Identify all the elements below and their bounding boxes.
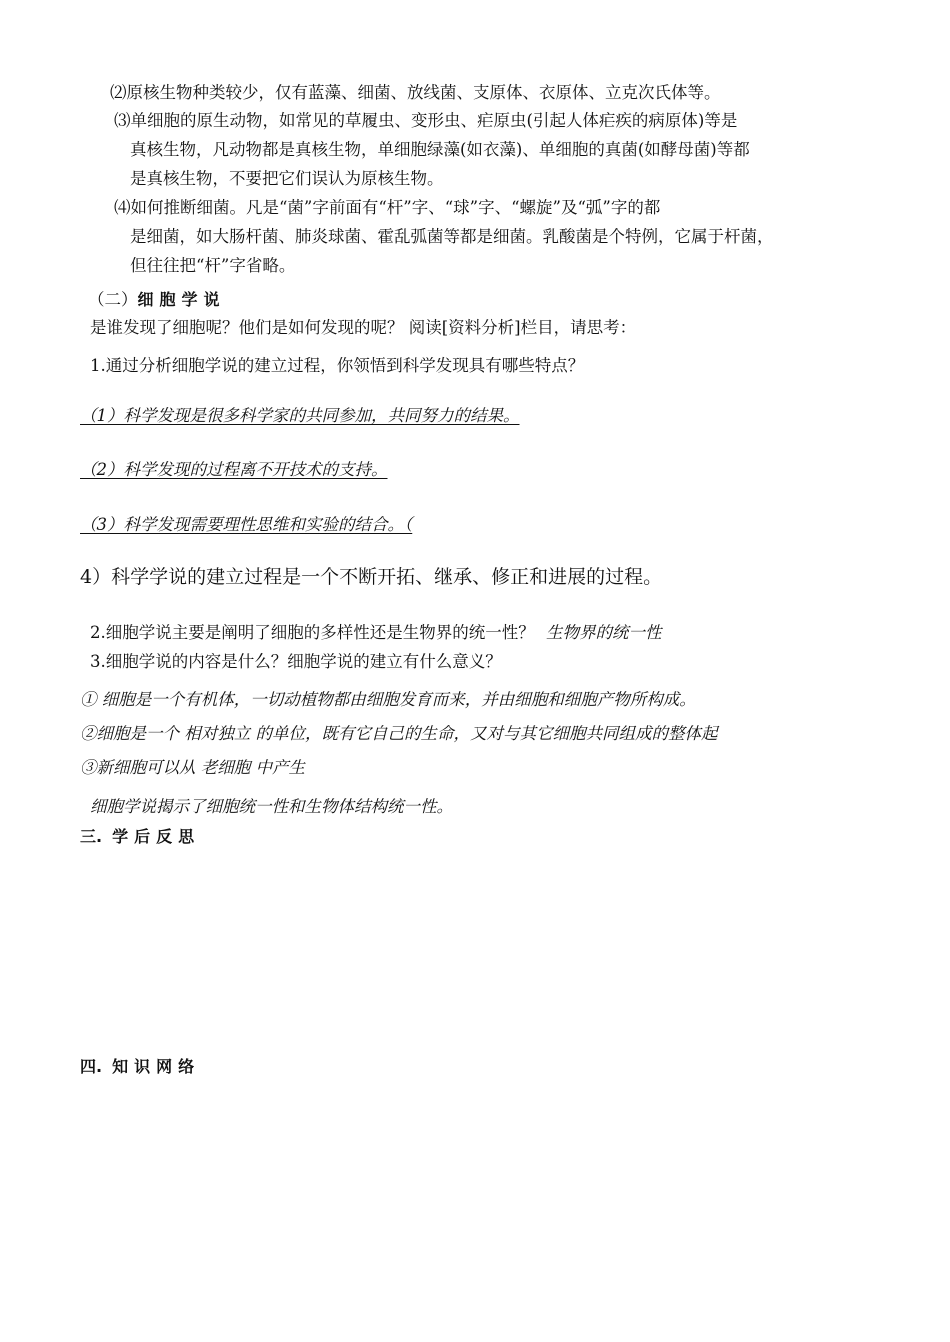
answer-1-item-4: 4）科学学说的建立过程是一个不断开拓、继承、修正和进展的过程。 bbox=[80, 566, 663, 588]
section-2-number: （二） bbox=[88, 290, 138, 309]
section-3-title: 学后反思 bbox=[112, 827, 201, 846]
answer-3-item-1: ① 细胞是一个有机体，一切动植物都由细胞发育而来，并由细胞和细胞产物所构成。 bbox=[80, 690, 696, 709]
section-3-number: 三. bbox=[80, 827, 103, 846]
section-2-heading bbox=[88, 289, 226, 311]
answer-3-item-3: ③新细胞可以从 老细胞 中产生 bbox=[80, 758, 305, 777]
question-1: 1.通过分析细胞学说的建立过程，你领悟到科学发现具有哪些特点？ bbox=[90, 356, 585, 375]
question-2 bbox=[90, 622, 662, 644]
answer-3-conclusion: 细胞学说揭示了细胞统一性和生物体结构统一性。 bbox=[90, 797, 453, 816]
note-3-line-1: ⑶单细胞的原生动物，如常见的草履虫、变形虫、疟原虫(引起人体疟疾的病原体)等是 bbox=[114, 111, 738, 130]
answer-1-item-1: （1）科学发现是很多科学家的共同参加，共同努力的结果。 bbox=[80, 406, 520, 425]
note-4-line-2: 是细菌，如大肠杆菌、肺炎球菌、霍乱弧菌等都是细菌。乳酸菌是个特例，它属于杆菌， bbox=[130, 227, 774, 246]
note-3-line-2: 真核生物，凡动物都是真核生物，单细胞绿藻(如衣藻)、单细胞的真菌(如酵母菌)等都 bbox=[130, 140, 750, 159]
answer-1-item-3: （3）科学发现需要理性思维和实验的结合。（ bbox=[80, 515, 413, 534]
question-3: 3.细胞学说的内容是什么？细胞学说的建立有什么意义？ bbox=[90, 652, 502, 671]
note-3-line-3: 是真核生物，不要把它们误认为原核生物。 bbox=[130, 169, 444, 188]
section-4-number: 四. bbox=[80, 1057, 103, 1076]
answer-2: 生物界的统一性 bbox=[546, 623, 662, 642]
note-4-line-3: 但往往把“杆”字省略。 bbox=[130, 256, 296, 275]
note-2: ⑵原核生物种类较少，仅有蓝藻、细菌、放线菌、支原体、衣原体、立克次氏体等。 bbox=[110, 83, 721, 102]
answer-3-item-2: ②细胞是一个 相对独立 的单位，既有它自己的生命，又对与其它细胞共同组成的整体起 bbox=[80, 724, 718, 743]
section-2-intro: 是谁发现了细胞呢？他们是如何发现的呢？ 阅读[资料分析]栏目，请思考： bbox=[90, 318, 637, 337]
answer-1-item-2: （2）科学发现的过程离不开技术的支持。 bbox=[80, 460, 388, 479]
section-4-heading bbox=[80, 1056, 200, 1078]
section-4-title: 知识网络 bbox=[112, 1057, 201, 1076]
section-2-title: 细胞学说 bbox=[137, 290, 226, 309]
question-2-text: 2.细胞学说主要是阐明了细胞的多样性还是生物界的统一性？ bbox=[90, 623, 535, 642]
note-4-line-1: ⑷如何推断细菌。凡是“菌”字前面有“杆”字、“球”字、“螺旋”及“弧”字的都 bbox=[114, 198, 661, 217]
section-3-heading bbox=[80, 826, 200, 848]
